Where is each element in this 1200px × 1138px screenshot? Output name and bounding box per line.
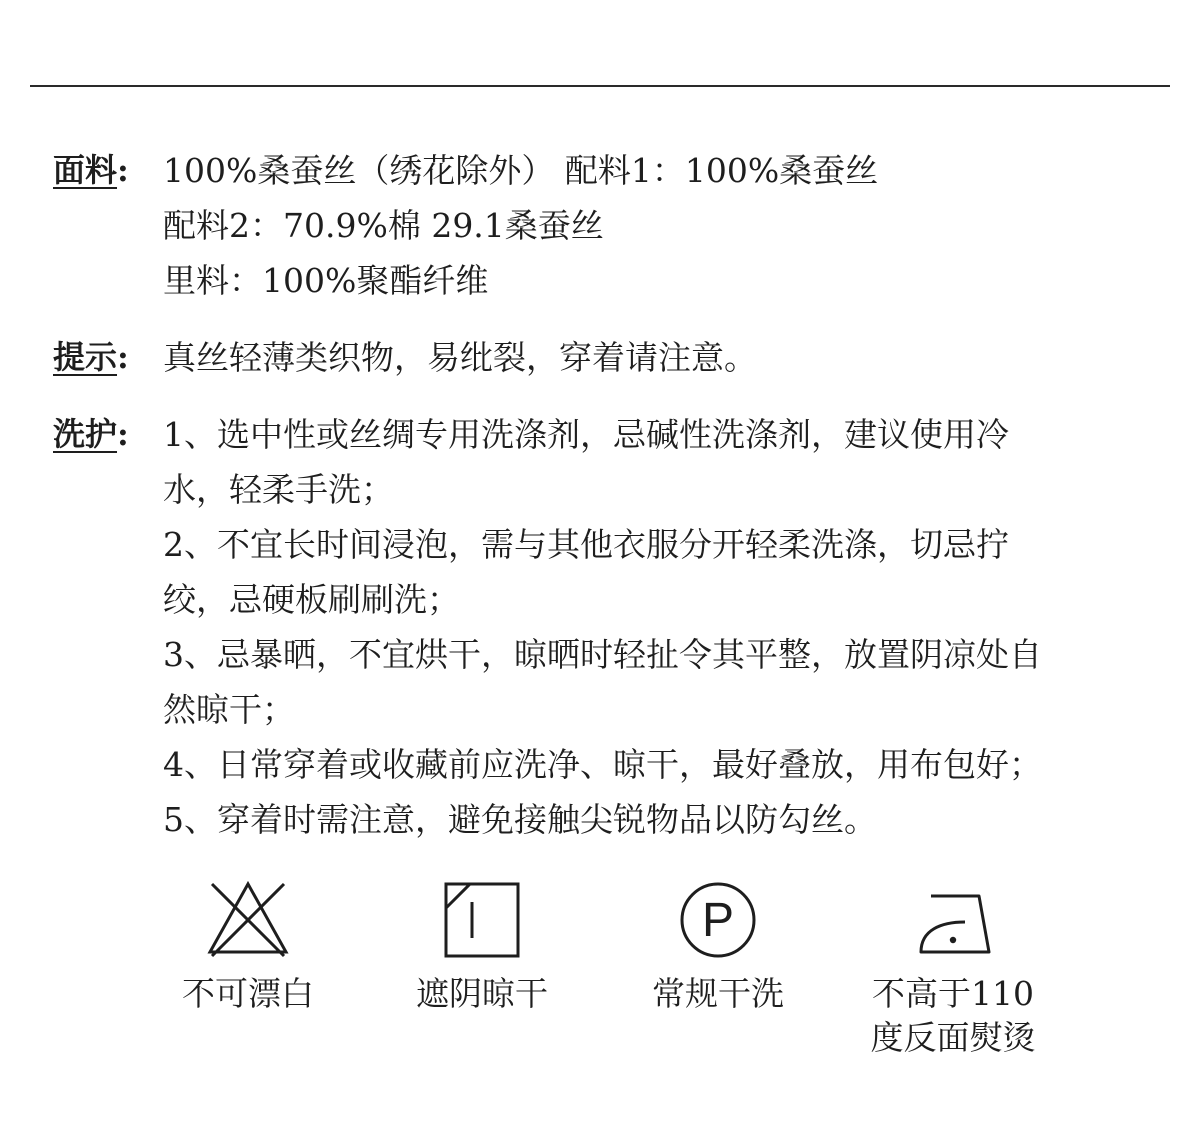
care-line: 4、日常穿着或收藏前应洗净、晾干，最好叠放，用布包好； — [163, 745, 1042, 784]
material-lines — [163, 143, 1163, 308]
care-symbols — [0, 878, 1200, 1078]
material-line: 里料：100%聚酯纤维 — [163, 261, 489, 300]
tip-line: 真丝轻薄类织物，易纰裂，穿着请注意。 — [163, 338, 757, 377]
symbol-caption: 常规干洗 — [652, 974, 784, 1013]
symbol-no-bleach — [148, 878, 348, 1016]
care-line: 3、忌暴晒，不宜烘干，晾晒时轻扯令其平整，放置阴凉处自 — [163, 635, 1042, 674]
care-label-text: 洗护 — [53, 415, 118, 453]
care-line: 然晾干； — [163, 690, 295, 729]
material-label — [53, 143, 129, 198]
tip-label-text: 提示 — [53, 338, 118, 376]
symbol-caption: 度反面熨烫 — [870, 1018, 1036, 1057]
symbol-iron — [842, 878, 1064, 1060]
iron-low-icon — [911, 878, 995, 962]
care-label — [53, 407, 129, 462]
symbol-caption: 不可漂白 — [182, 974, 314, 1013]
symbol-caption: 遮阴晾干 — [416, 974, 548, 1013]
care-line: 绞，忌硬板刷刷洗； — [163, 580, 460, 619]
symbol-dry-clean — [618, 878, 818, 1016]
tip-lines — [163, 330, 1163, 385]
care-line: 2、不宜长时间浸泡，需与其他衣服分开轻柔洗涤，切忌拧 — [163, 525, 1009, 564]
dry-clean-p-glyph: P — [701, 894, 735, 947]
tip-label — [53, 330, 129, 385]
care-line: 水，轻柔手洗； — [163, 470, 394, 509]
top-divider — [30, 85, 1170, 87]
symbol-shade-dry — [382, 878, 582, 1016]
material-line: 100%桑蚕丝（绣花除外） 配料1：100%桑蚕丝 — [163, 151, 879, 190]
shade-dry-icon — [440, 878, 524, 962]
material-label-text: 面料 — [53, 151, 118, 189]
material-line: 配料2：70.9%棉 29.1桑蚕丝 — [163, 206, 604, 245]
material-label-colon: : — [117, 151, 129, 189]
tip-label-colon: : — [117, 338, 129, 376]
no-bleach-icon — [206, 878, 290, 962]
care-label-colon: : — [117, 415, 129, 453]
dry-clean-p-icon — [676, 878, 760, 962]
care-line: 5、穿着时需注意，避免接触尖锐物品以防勾丝。 — [163, 800, 877, 839]
care-line: 1、选中性或丝绸专用洗涤剂，忌碱性洗涤剂，建议使用冷 — [163, 415, 1009, 454]
care-lines — [163, 407, 1163, 847]
symbol-caption: 不高于110 — [872, 974, 1034, 1013]
